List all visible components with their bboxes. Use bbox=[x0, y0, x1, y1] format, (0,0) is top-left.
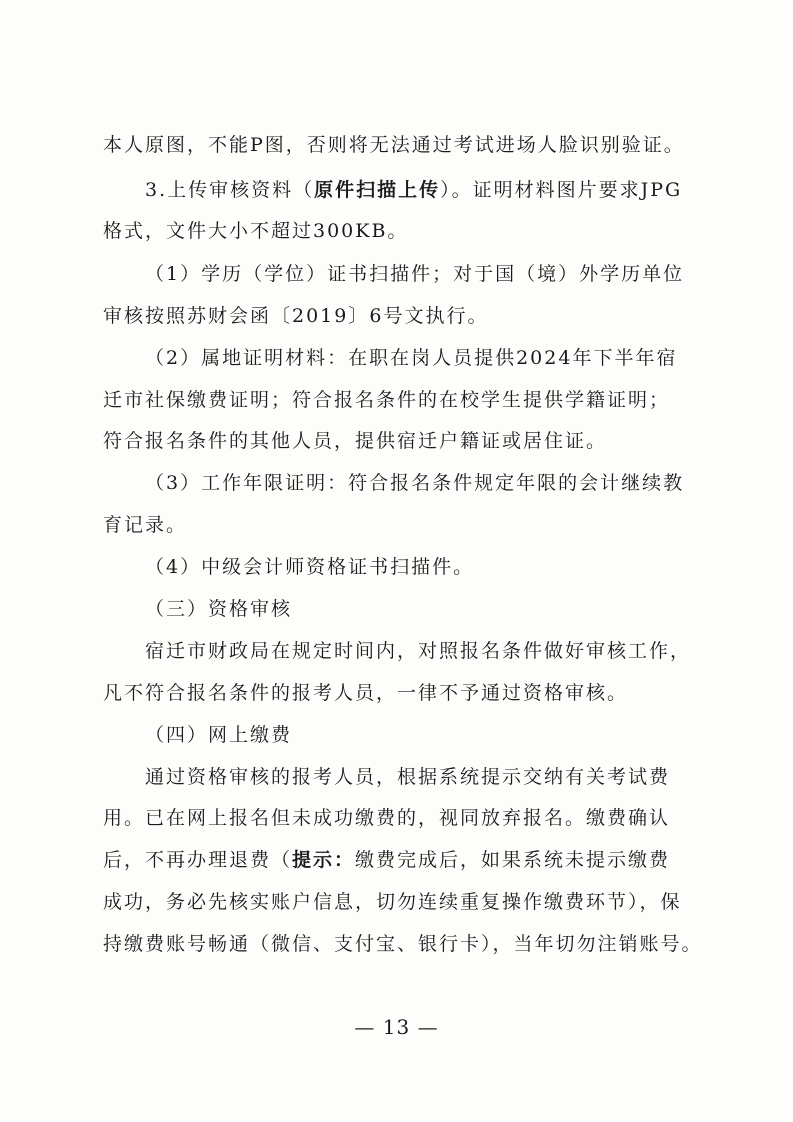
hint-prefix: 后，不再办理退费（ bbox=[103, 849, 293, 871]
paragraph-line: （3）工作年限证明：符合报名条件规定年限的会计继续教 bbox=[145, 472, 685, 494]
section-heading: （四）网上缴费 bbox=[145, 724, 293, 746]
paragraph-line: （2）属地证明材料：在职在岗人员提供2024年下半年宿 bbox=[145, 347, 678, 369]
paragraph-line: 本人原图，不能P图，否则将无法通过考试进场人脸识别验证。 bbox=[103, 134, 685, 156]
hint-bold: 提示： bbox=[292, 849, 356, 871]
paragraph-line: 迁市社保缴费证明；符合报名条件的在校学生提供学籍证明； bbox=[103, 389, 671, 411]
paragraph-line: （4）中级会计师资格证书扫描件。 bbox=[145, 556, 475, 578]
page-number: — 13 — bbox=[354, 1015, 439, 1039]
section-heading: （三）资格审核 bbox=[145, 598, 293, 620]
paragraph-line: 育记录。 bbox=[103, 514, 188, 536]
item-3-suffix: ）。证明材料图片要求JPG bbox=[440, 179, 683, 201]
item-3-bold: 原件扫描上传 bbox=[314, 179, 441, 201]
paragraph-line: 通过资格审核的报考人员，根据系统提示交纳有关考试费 bbox=[145, 766, 671, 788]
paragraph-line: 审核按照苏财会函〔2019〕6号文执行。 bbox=[103, 305, 489, 327]
item-3-prefix: 3.上传审核资料（ bbox=[145, 179, 315, 201]
paragraph-line: （1）学历（学位）证书扫描件；对于国（境）外学历单位 bbox=[145, 263, 685, 285]
paragraph-line: 宿迁市财政局在规定时间内，对照报名条件做好审核工作， bbox=[145, 640, 692, 662]
paragraph-line: 持缴费账号畅通（微信、支付宝、银行卡），当年切勿注销账号。 bbox=[103, 933, 703, 955]
paragraph-line: 符合报名条件的其他人员，提供宿迁户籍证或居住证。 bbox=[103, 430, 608, 452]
paragraph-line: 凡不符合报名条件的报考人员，一律不予通过资格审核。 bbox=[103, 682, 629, 704]
item-3-heading bbox=[145, 177, 682, 203]
hint-suffix: 缴费完成后，如果系统未提示缴费 bbox=[355, 849, 671, 871]
paragraph-line: 用。已在网上报名但未成功缴费的，视同放弃报名。缴费确认 bbox=[103, 807, 671, 829]
paragraph-line: 成功，务必先核实账户信息，切勿连续重复操作缴费环节），保 bbox=[103, 891, 682, 913]
hint-line bbox=[103, 847, 670, 873]
paragraph-line: 格式，文件大小不超过300KB。 bbox=[103, 220, 409, 242]
